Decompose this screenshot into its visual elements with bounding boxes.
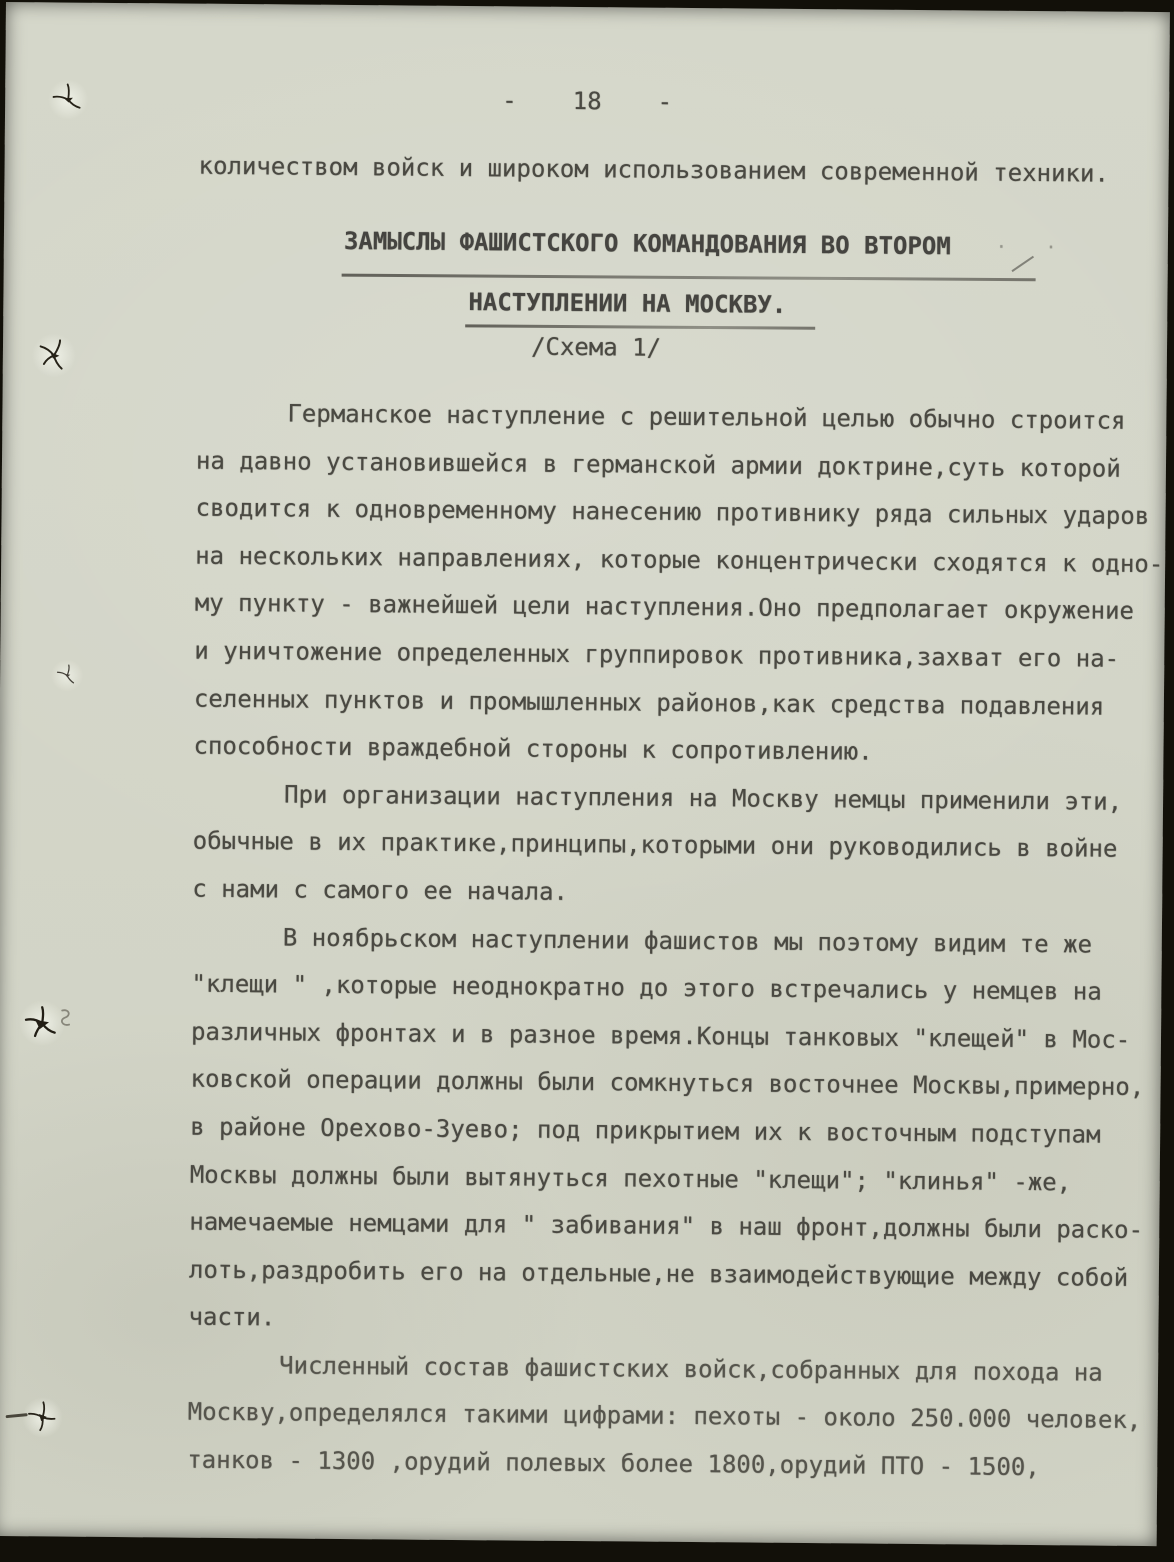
page-number-dash-right: -	[657, 87, 673, 116]
intro-text-line: количеством войск и широком использованием современной техники.	[198, 151, 1109, 188]
heading-underline-tail	[1011, 256, 1034, 272]
document-page	[0, 2, 1170, 1546]
text-line: Численный состав фашистских войск,собранных для похода на	[278, 1351, 1103, 1387]
stitch-hole-icon	[22, 1004, 61, 1043]
text-line: селенных пунктов и промышленных районов,как средства подавления	[193, 684, 1105, 721]
text-line: танков - 1300 ,орудий полевых более 1800,орудий ПТО - 1500,	[187, 1445, 1040, 1482]
text-line: му пункту - важнейшей цели наступления.Оно предполагает окружение	[194, 589, 1135, 626]
heading-underline-2	[465, 324, 815, 329]
page-number-dash-left: -	[502, 86, 517, 115]
section-heading-line-2: НАСТУПЛЕНИИ НА МОСКВУ.	[468, 288, 787, 319]
text-line: способности враждебной стороны к сопротивлению.	[193, 731, 873, 766]
text-line: намечаемые немцами для " забивания" в наш фронт,должны были раско-	[189, 1207, 1144, 1245]
stray-pencil-dots: · ·	[995, 236, 1071, 259]
text-line: В ноябрьском наступлении фашистов мы поэтому видим те же	[282, 922, 1093, 959]
text-line: Москвы должны были вытянуться пехотные "клещи"; "клинья" -же,	[189, 1160, 1072, 1196]
heading-underline-1	[342, 274, 1036, 282]
stitch-hole-icon	[32, 333, 77, 378]
text-line: ковской операции должны были сомкнуться восточнее Москвы,примерно,	[190, 1064, 1145, 1102]
text-line: При организации наступления на Москву немцы применили эти,	[283, 780, 1123, 816]
text-line: и уничтожение определенных группировок противника,захват его на-	[194, 636, 1120, 673]
text-line: на давно установившейся в германской армии доктрине,суть которой	[195, 446, 1121, 483]
paragraph	[188, 913, 1174, 1350]
text-line: с нами с самого ее начала.	[192, 874, 569, 906]
stitch-hole-icon	[53, 662, 80, 689]
paragraph	[193, 390, 1174, 779]
text-line: Москву,определялся такими цифрами: пехоты - около 250.000 человек,	[187, 1398, 1142, 1435]
schema-reference: /Схема 1/	[530, 332, 662, 362]
text-line: Германское наступление с решительной целью обычно строится	[287, 399, 1126, 435]
text-line: различных фронтах и в разное время.Концы танковых "клещей" в Мос-	[190, 1017, 1131, 1054]
text-line: части.	[188, 1302, 276, 1332]
text-line: на нескольких направлениях, которые концентрически сходятся к одно-	[195, 541, 1164, 578]
text-line: "клещи " ,которые неоднократно до этого встречались у немцев на	[191, 969, 1102, 1006]
page-number: 18	[572, 86, 602, 116]
stitch-hole-curl-icon	[57, 1008, 77, 1034]
stitch-hole-icon	[49, 80, 88, 119]
body-text	[187, 390, 1174, 1493]
page-number-line	[5, 82, 1169, 120]
paragraph	[192, 770, 1174, 921]
text-line: обычные в их практике,принципы,которыми они руководились в войне	[192, 827, 1118, 864]
stitch-hole-icon	[24, 1399, 62, 1437]
section-heading-line-1: ЗАМЫСЛЫ ФАШИСТСКОГО КОМАНДОВАНИЯ ВО ВТОРОМ	[343, 226, 951, 261]
text-line: сводится к одновременному нанесению противнику ряда сильных ударов	[195, 493, 1150, 531]
text-line: в районе Орехово-Зуево; под прикрытием их к восточным подступам	[190, 1112, 1101, 1149]
paragraph	[187, 1342, 1172, 1493]
text-line: лоть,раздробить его на отдельные,не взаимодействующие между собой	[188, 1255, 1129, 1292]
